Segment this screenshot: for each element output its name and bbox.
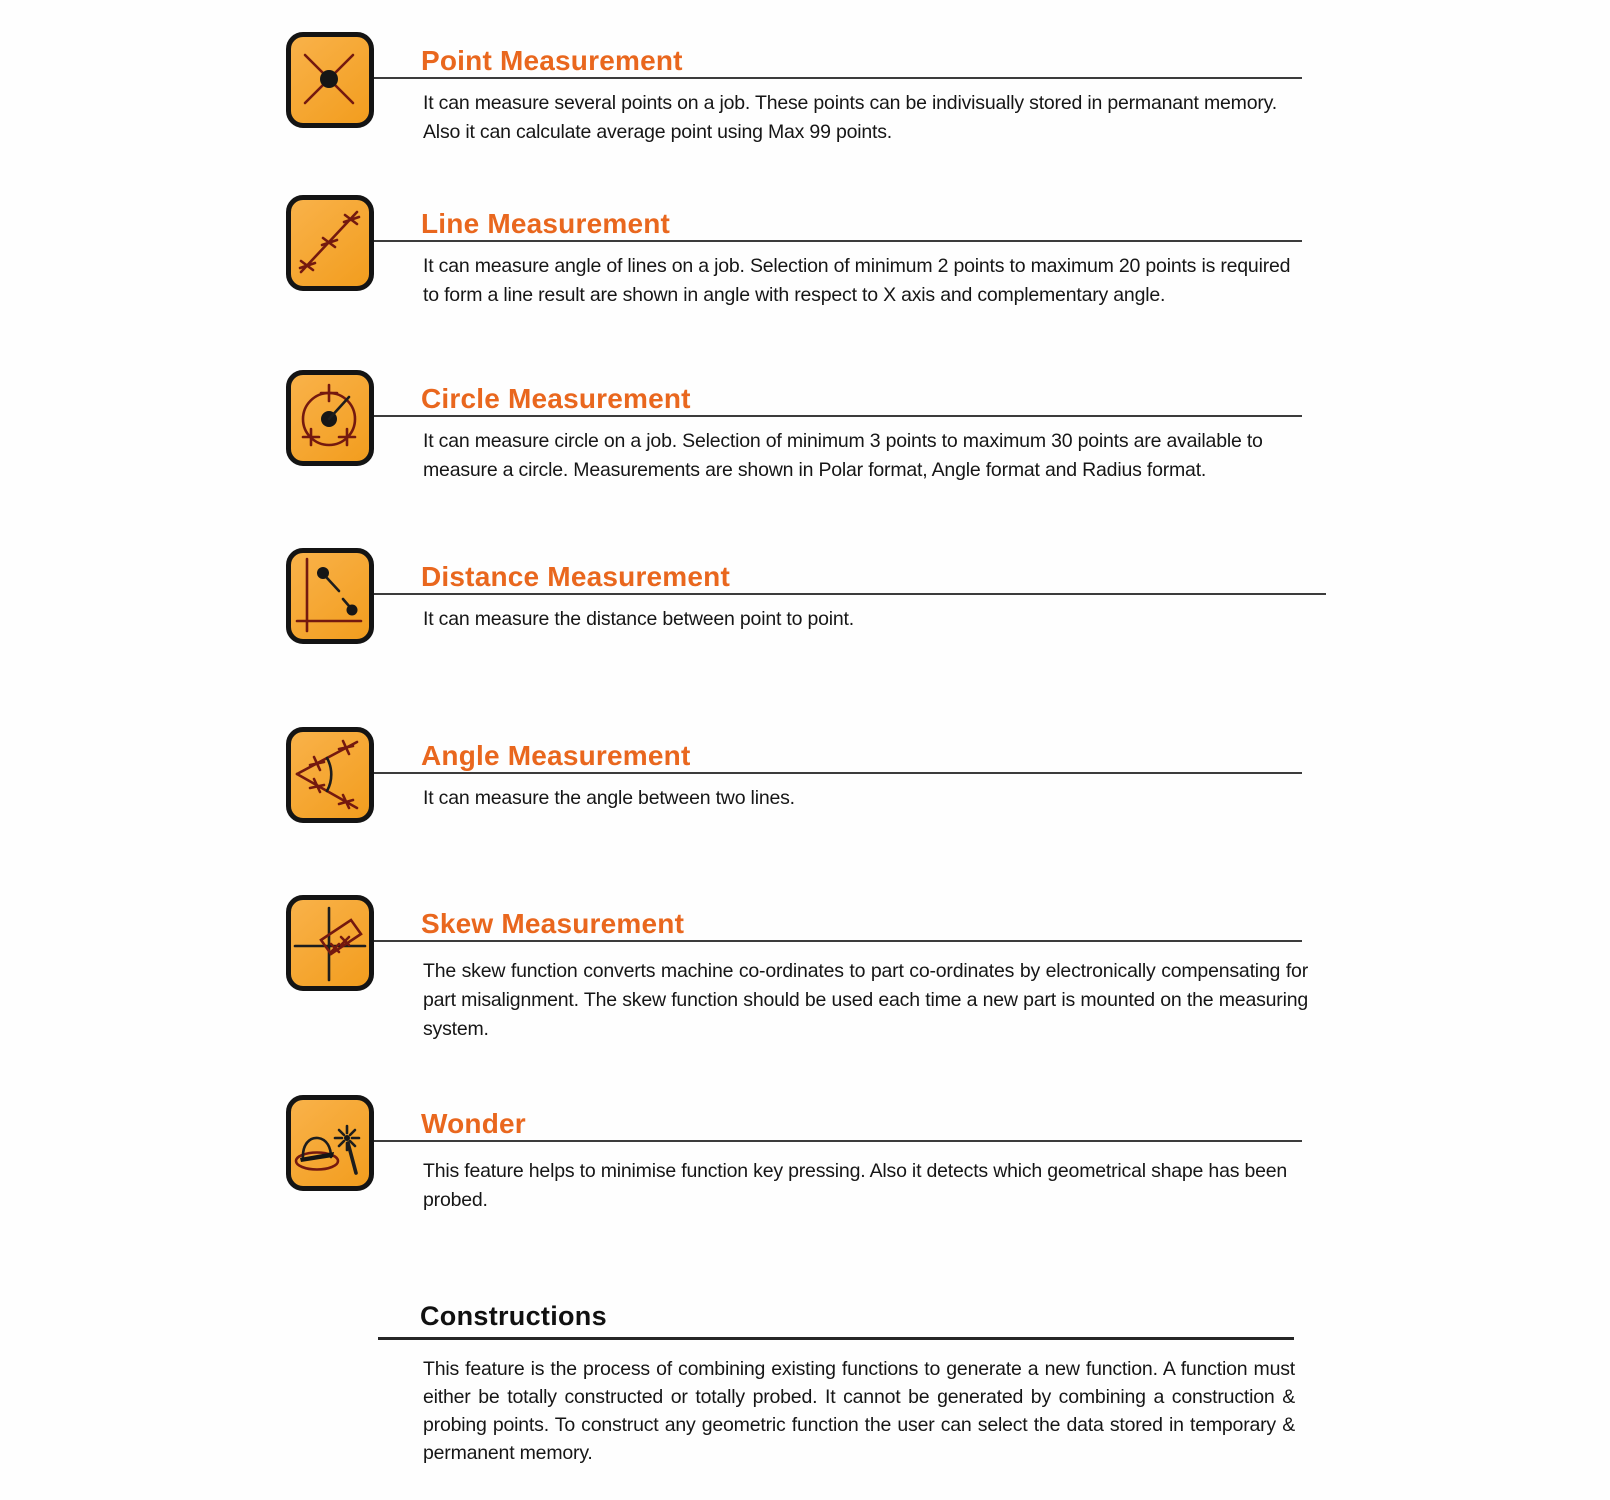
wonder-icon — [286, 1095, 374, 1191]
skew-icon-drawing — [291, 900, 369, 986]
section-rule — [352, 593, 1326, 595]
section-skew-measurement — [0, 895, 1610, 1055]
section-title: Angle Measurement — [421, 740, 691, 771]
section-body: It can measure angle of lines on a job. Selection of minimum 2 points to maximum 20 points is required to form a line result are shown in angle with respect to X axis and complementary angle. — [423, 255, 1291, 306]
line-icon-drawing — [291, 200, 369, 286]
section-rule — [352, 1140, 1302, 1142]
section-title: Line Measurement — [421, 208, 671, 239]
circle-icon-drawing — [291, 375, 369, 461]
point-icon-drawing — [291, 37, 369, 123]
section-body: It can measure several points on a job. These points can be indivisually stored in permanant memory. Also it can calculate average point using Max 99 points. — [423, 92, 1277, 143]
section-rule — [352, 940, 1302, 942]
section-title: Wonder — [421, 1108, 526, 1139]
angle-icon — [286, 727, 374, 823]
section-body: This feature helps to minimise function key pressing. Also it detects which geometrical shape has been probed. — [423, 1160, 1288, 1211]
constructions-rule — [378, 1337, 1294, 1340]
distance-icon-drawing — [291, 553, 369, 639]
constructions-body: This feature is the process of combining existing functions to generate a new function. A function must either be totally constructed or totally probed. It cannot be generated by combining a construction & probing points. To construct any geometric function the user can select the data stored in temporary & permanent memory. — [423, 1358, 1295, 1464]
section-title: Circle Measurement — [421, 383, 691, 414]
section-distance-measurement — [0, 548, 1610, 708]
section-title: Skew Measurement — [421, 908, 685, 939]
section-rule — [352, 240, 1302, 242]
section-angle-measurement — [0, 727, 1610, 887]
distance-icon — [286, 548, 374, 644]
section-body: It can measure the angle between two lines. — [423, 787, 795, 809]
constructions-title: Constructions — [420, 1301, 607, 1331]
section-rule — [352, 415, 1302, 417]
section-body: The skew function converts machine co-ordinates to part co-ordinates by electronically compensating for part misalignment. The skew function should be used each time a new part is mounted on the measuring system. — [423, 960, 1308, 1040]
angle-icon-drawing — [291, 732, 369, 818]
section-rule — [352, 77, 1302, 79]
section-title: Point Measurement — [421, 45, 683, 76]
skew-icon — [286, 895, 374, 991]
section-point-measurement — [0, 32, 1610, 192]
section-body: It can measure circle on a job. Selection of minimum 3 points to maximum 30 points are available to measure a circle. Measurements are shown in Polar format, Angle format and Radius format. — [423, 430, 1263, 481]
section-body: It can measure the distance between point to point. — [423, 608, 854, 630]
line-icon — [286, 195, 374, 291]
wonder-icon-drawing — [291, 1100, 369, 1186]
circle-icon — [286, 370, 374, 466]
section-circle-measurement — [0, 370, 1610, 530]
section-line-measurement — [0, 195, 1610, 355]
section-wonder — [0, 1095, 1610, 1255]
section-title: Distance Measurement — [421, 561, 731, 592]
point-icon — [286, 32, 374, 128]
section-rule — [352, 772, 1302, 774]
